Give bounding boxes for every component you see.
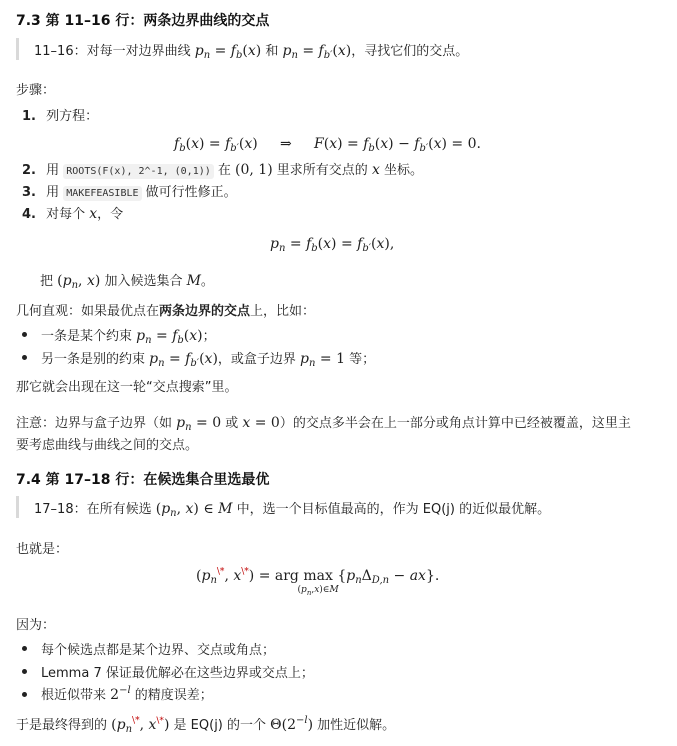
geometric-intuition xyxy=(16,300,315,319)
text: 于是最终得到的 xyxy=(16,718,112,733)
step-text: 在 xyxy=(213,163,236,178)
text: 等； xyxy=(345,352,376,367)
code-roots: ROOTS(F(x), 2^-1, (0,1)) xyxy=(63,164,214,179)
text: 几何直观：如果最优点在 xyxy=(16,304,160,319)
step-1 xyxy=(22,105,98,124)
text: 是 EQ(j) 的一个 xyxy=(169,718,271,733)
note-line-1: 注意：边界与盒子边界（如 $p_n = 0$ 或 x = 0）的交点多半会在上一部分或角点计算中已经被覆盖，这里主 xyxy=(16,415,631,433)
step-text: ，令 xyxy=(97,207,124,222)
quote-lines-11-16: 11–16：对每一对边界曲线 $p_n = f_b(x)$ 和 $p_n = f_{b'}(x)$，寻找它们的交点。 xyxy=(34,43,469,61)
text: 或 xyxy=(221,416,243,431)
bullet-dot xyxy=(22,646,27,651)
blockquote-bar xyxy=(16,496,19,518)
section-7-4-title: 7.4 第 17–18 行：在候选集合里选最优 xyxy=(16,472,270,488)
also-label: 也就是： xyxy=(16,542,69,557)
bullet-item: 根近似带来 $2^{-l}$ 的精度误差； xyxy=(41,685,213,703)
add-to-candidates: 把 ($p_n$, x) 加入候选集合 M。 xyxy=(40,273,214,291)
note-line-2: 要考虑曲线与曲线之间的交点。 xyxy=(16,438,199,453)
section-7-3-title: 7.3 第 11–16 行：两条边界曲线的交点 xyxy=(16,13,270,29)
step-text: 用 xyxy=(46,163,64,178)
quote-text: 17–18：在所有候选 xyxy=(34,502,156,517)
equation-argmax: ($p_n^{\backslash*}$, x\*) = arg max $(p_n,x)\in M$ $\{p_n\Delta_{D,n} - ax\}$. xyxy=(196,567,440,597)
bullet-item: 另一条是别的约束 $p_n = f_{b'}(x)$，或盒子边界 $p_n = 1$ 等； xyxy=(41,351,376,369)
bullet-dot xyxy=(22,355,27,360)
bullet-dot xyxy=(22,669,27,674)
step-number: 1. xyxy=(22,109,36,124)
final-statement: 于是最终得到的 ($p_n^{\backslash*}$, x\*) 是 EQ(j) 的一个 $\Theta(2^{-l})$ 加性近似解。 xyxy=(16,715,396,735)
bullet-item: Lemma 7 保证最优解必在这些边界或交点上； xyxy=(41,666,314,681)
quote-lines-17-18: 17–18：在所有候选 ($p_n$, x) ∈ M 中，选一个目标值最高的，作为 EQ(j) 的近似最优解。 xyxy=(34,501,551,519)
step-text: 做可行性修正。 xyxy=(141,185,237,200)
bullet-dot xyxy=(22,692,27,697)
step-text: 里求所有交点的 xyxy=(272,163,372,178)
blockquote-bar xyxy=(16,38,19,60)
bullet-item: 一条是某个约束 $p_n = f_b(x)$； xyxy=(41,328,216,346)
text: 上，比如： xyxy=(250,304,316,319)
quote-text: 11–16：对每一对边界曲线 xyxy=(34,44,195,59)
text: 注意：边界与盒子边界（如 xyxy=(16,416,177,431)
text: ； xyxy=(202,329,216,344)
text: 根近似带来 xyxy=(41,688,111,703)
step-number: 4. xyxy=(22,207,36,222)
step-number: 3. xyxy=(22,185,36,200)
code-makefeasible: MAKEFEASIBLE xyxy=(63,186,141,201)
step-number: 2. xyxy=(22,163,36,178)
steps-label: 步骤： xyxy=(16,83,56,98)
step-text: 列方程： xyxy=(46,109,99,124)
conclusion-text: 那它就会出现在这一轮“交点搜索”里。 xyxy=(16,380,238,395)
text: 的精度误差； xyxy=(130,688,213,703)
step-2: 2. 用 ROOTS(F(x), 2^-1, (0,1)) 在 (0, 1) 里求所有交点的 x 坐标。 xyxy=(22,162,423,178)
text: 加入候选集合 xyxy=(100,274,187,289)
bold-text: 两条边界的交点 xyxy=(159,304,251,319)
step-3 xyxy=(22,181,237,200)
text: 一条是某个约束 xyxy=(41,329,137,344)
bullet-item: 每个候选点都是某个边界、交点或角点； xyxy=(41,643,276,658)
text: 。 xyxy=(200,274,214,289)
equation-f-difference: $f_b(x) = f_{b'}(x)$ ⇒ $F(x) = f_b(x) - f_{b'}(x) = 0$. xyxy=(174,136,481,154)
quote-text: 和 xyxy=(261,44,283,59)
text: ）的交点多半会在上一部分或角点计算中已经被覆盖，这里主 xyxy=(279,416,631,431)
bullet-dot xyxy=(22,332,27,337)
quote-text: ，寻找它们的交点。 xyxy=(351,44,469,59)
equation-pn: $p_n = f_b(x) = f_{b'}(x)$, xyxy=(270,236,395,254)
quote-text: 中，选一个目标值最高的，作为 EQ(j) 的近似最优解。 xyxy=(232,502,551,517)
text: 把 xyxy=(40,274,58,289)
text: 加性近似解。 xyxy=(313,718,396,733)
text: ，或盒子边界 xyxy=(217,352,301,367)
text: 另一条是别的约束 xyxy=(41,352,150,367)
because-label: 因为： xyxy=(16,618,56,633)
step-text: 对每个 xyxy=(46,207,90,222)
step-text: 坐标。 xyxy=(379,163,423,178)
step-4: 4. 对每个 x，令 xyxy=(22,206,124,222)
step-text: 用 xyxy=(46,185,64,200)
